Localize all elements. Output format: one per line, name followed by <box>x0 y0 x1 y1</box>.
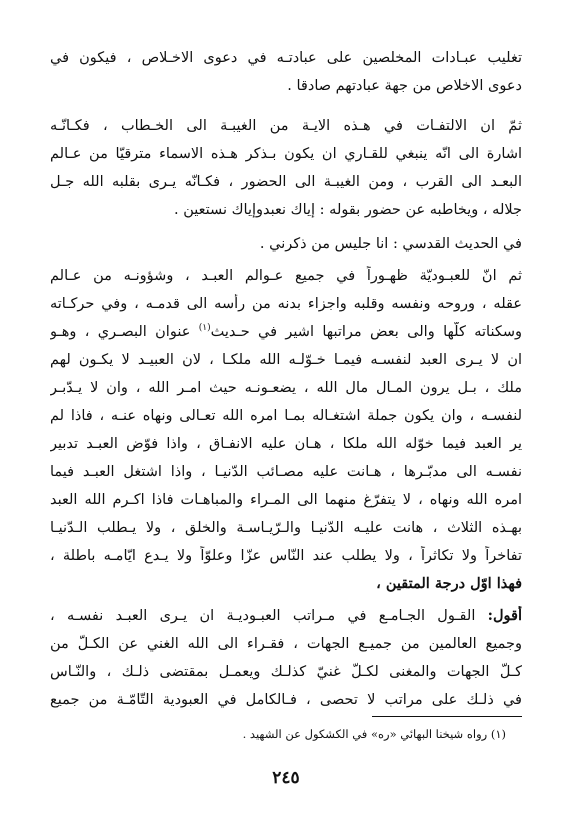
text-segment: القـول الجـامـع في مـراتب العبـوديـة ان يـرى العبـد نفسـه ، <box>50 608 488 624</box>
footnote-separator <box>372 716 522 717</box>
text-line <box>50 322 522 342</box>
text-line: امره الله ونهاه ، لا يتفرّغ منهما الى المـراء والمباهـات فاذا اكـرم الله العبد <box>50 492 522 508</box>
text-line <box>50 606 522 626</box>
text-line: تغليب عبـادات المخلصين على عبادتـه في دعوى الاخـلاص ، فيكون في <box>50 50 522 66</box>
text-line: بهـذه الثلاث ، هانت عليـه الدّنيـا والـرّيـاسـة والخلق ، ولا يـطلب الـدّنيـا <box>50 520 522 536</box>
text-line: عقله ، وروحه ونفسه وقلبه واجزاء بدنه من رأسه الى قدمـه ، وفي حركـاته <box>50 296 522 312</box>
text-line: نفسـه الى مدبّـرها ، هـانت عليه مصـائب الدّنيـا ، واذا اشتغل العبـد فيما <box>50 464 522 480</box>
text-line: اشارة الى انّه ينبغي للقـاري ان يكون بـذكر هـذه الاسماء مترقيّا من عـالم <box>50 146 522 162</box>
text-line: ثم انّ للعبـوديّة ظهـوراً في جميع عـوالم العبـد ، وشؤونـه من عـالم <box>50 268 522 284</box>
text-line: البعـد الى القرب ، ومن الغيبـة الى الحضور ، فكـانّه يـرى بقلبه الله جـل <box>50 174 522 190</box>
text-line: ثمّ ان الالتفـات في هـذه الايـة من الغيبـة الى الخـطاب ، فكـانّـه <box>50 118 522 134</box>
text-line: في ذلـك على مراتب لا تحصى ، فـالكامل في العبودية التّامّـة من جميع <box>50 692 522 708</box>
text-line: في الحديث القدسي : انا جليس من ذكرني . <box>259 236 522 252</box>
page-number: ٢٤٥ <box>272 768 300 788</box>
text-line: ان لا يـرى العبد لنفسـه فيمـا خـوّلـه الله ملكـا ، لان العبيـد لا يكـون لهم <box>50 352 522 368</box>
text-line: ملك ، بـل يرون المـال مال الله ، يضعـونـه حيث امـر الله ، وان لا يـدّبـر <box>50 380 522 396</box>
text-line: تفاخراً ولا تكاثراً ، ولا يطلب عند النّاس عزّا وعلوّاً ولا يـدع ايّامـه باطلة ، <box>50 548 522 564</box>
text-line: دعوى الاخلاص من جهة عبادتهم صادقا . <box>287 78 522 94</box>
text-segment: عنوان البصـري ، وهـو <box>50 324 199 340</box>
lead-word: أقول: <box>487 607 522 624</box>
footnote-marker[interactable]: (١) <box>198 323 211 334</box>
text-line: لنفسـه ، وان يكون جملة اشتغـاله بمـا امره الله تعـالى ونهاه عنـه ، فاذا لم <box>50 408 522 424</box>
text-line: فهذا اوّل درجة المتقين ، <box>376 575 522 592</box>
text-line: جلاله ، ويخاطبه عن حضور بقوله : إياك نعبدوإياك نستعين . <box>174 202 522 218</box>
text-segment: وسكناته كلّها والى بعض مراتبها اشير في حـديث <box>210 324 522 340</box>
footnote: (١) رواه شيخنا البهائي «ره» في الكشكول عن الشهيد . <box>242 727 506 741</box>
text-line: ير العبد فيما خوّله الله ملكا ، هـان عليه الانفـاق ، واذا فوّض العبـد تدبير <box>50 436 522 452</box>
text-line: وجميع العالمين من جميـع الجهات ، فقـراء الى الله الغني عن الكـلّ من <box>50 636 522 652</box>
text-line: كـلّ الجهات والمغنى لكـلّ غنيّ كذلـك ويعمـل بمقتضى ذلـك ، والنّـاس <box>50 664 522 680</box>
